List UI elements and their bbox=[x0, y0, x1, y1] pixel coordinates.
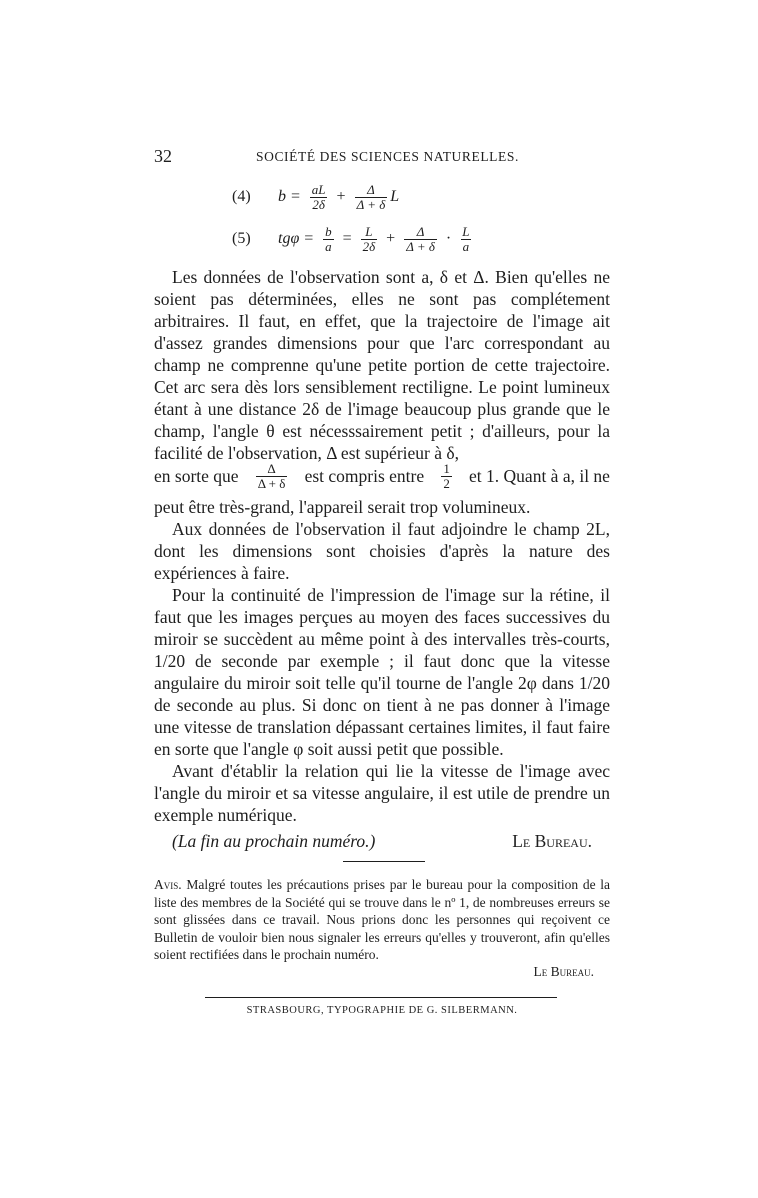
denominator: 2 bbox=[443, 475, 450, 491]
math-pre: en sorte que bbox=[154, 465, 239, 486]
denominator: Δ + δ bbox=[257, 475, 286, 491]
paragraph-1 bbox=[154, 266, 610, 464]
numerator: Δ bbox=[416, 223, 425, 239]
denominator: 2δ bbox=[312, 196, 325, 212]
equation-label: (5) bbox=[232, 230, 251, 247]
numerator: L bbox=[462, 223, 470, 239]
fraction bbox=[460, 225, 471, 254]
numerator: Δ bbox=[267, 460, 276, 476]
notice-lead: Avis. bbox=[154, 877, 182, 892]
signature: Le Bureau. bbox=[512, 831, 592, 851]
operator: = bbox=[342, 230, 352, 247]
paragraph-4: Avant d'établir la relation qui lie la vitesse de l'image avec l'angle du miroir et sa vitesse angulaire, il est utile de prendre un exemple numérique. bbox=[154, 761, 610, 825]
notice-signature: Le Bureau. bbox=[533, 964, 594, 979]
paragraph-text: peut être très-grand, l'appareil serait trop volumineux. bbox=[154, 497, 531, 517]
operator: · bbox=[445, 230, 452, 247]
paragraph-2: Aux données de l'observation il faut adjoindre le champ 2L, dont les dimensions sont choisies d'après la nature des expériences à faire. bbox=[154, 519, 610, 583]
numerator: aL bbox=[311, 181, 326, 197]
fraction bbox=[323, 225, 334, 254]
operator: + bbox=[336, 188, 346, 205]
printer-imprint: STRASBOURG, TYPOGRAPHIE DE G. SILBERMANN. bbox=[246, 1005, 518, 1016]
denominator: a bbox=[462, 238, 470, 254]
paragraph-3: Pour la continuité de l'impression de l'image sur la rétine, il faut que les images perçues au moyen des faces successives du miroir se succèdent au même point à des intervalles très-courts, 1/20 de seconde par exemple ; il faut donc que la vitesse angulaire du miroir soit telle qu'il tourne de l'angle 2φ dans 1/20 de seconde au plus. Si donc on tient à ne pas donner à l'image une vitesse de translation dépassant certaines limites, il faut faire en sorte que l'angle φ soit aussi petit que possible. bbox=[154, 585, 610, 759]
paragraph-text: Les données de l'observation sont a, δ et Δ. Bien qu'elles ne soient pas déterminées, elles ne sont pas complétement arbitraires. Il faut, en effet, que la trajectoire de l'image ait d'assez grandes dimensions pour que l'arc correspondant au champ ne comprenne qu'une petite portion de cette trajectoire. Cet arc sera dès lors sensiblement rectiligne. Le point lumineux étant à une distance 2δ de l'image beaucoup plus grande que le champ, l'angle θ est nécesssairement petit ; d'ailleurs, pour la facilité de l'observation, Δ est supérieur à δ, bbox=[154, 267, 610, 463]
operator: + bbox=[386, 230, 396, 247]
term-tail: L bbox=[390, 188, 400, 205]
fraction bbox=[256, 462, 288, 491]
math-mid: est compris entre bbox=[304, 465, 425, 486]
numerator: Δ bbox=[367, 181, 375, 197]
math-post: et 1. Quant à a, il ne bbox=[469, 465, 610, 486]
equation-lhs: tgφ = bbox=[278, 230, 315, 247]
numerator: 1 bbox=[443, 460, 450, 476]
page-number: 32 bbox=[154, 146, 172, 166]
fraction bbox=[310, 183, 328, 212]
equation-lhs: b = bbox=[278, 188, 301, 205]
equation-5 bbox=[232, 222, 474, 256]
denominator: Δ + δ bbox=[356, 196, 386, 212]
fraction bbox=[441, 462, 452, 491]
continued-note: (La fin au prochain numéro.) bbox=[172, 831, 376, 851]
divider bbox=[343, 861, 425, 862]
numerator: b bbox=[325, 223, 332, 239]
numerator: L bbox=[365, 223, 373, 239]
page-header bbox=[154, 146, 610, 170]
denominator: 2δ bbox=[362, 238, 376, 254]
equation-4 bbox=[232, 180, 399, 214]
divider bbox=[205, 997, 557, 998]
notice-text: Malgré toutes les précautions prises par le bureau pour la composition de la liste des membres de la Société qui se trouve dans le nº 1, de nombreuses erreurs se sont glissées dans ce travail. Nous prions donc les personnes qui reçoivent ce Bulletin de vouloir bien nous signaler les erreurs qu'elles y trouveront, afin qu'elles soient rectifiées dans le prochain numéro. bbox=[154, 877, 611, 962]
running-head: SOCIÉTÉ DES SCIENCES NATURELLES. bbox=[256, 149, 519, 164]
inline-math-line bbox=[154, 456, 610, 496]
paragraph-continuation bbox=[154, 496, 610, 826]
denominator: Δ + δ bbox=[406, 238, 435, 254]
fraction bbox=[361, 225, 378, 254]
fraction bbox=[355, 183, 388, 212]
notice bbox=[154, 876, 610, 964]
equation-label: (4) bbox=[232, 188, 251, 205]
denominator: a bbox=[325, 238, 332, 254]
fraction bbox=[404, 225, 437, 254]
